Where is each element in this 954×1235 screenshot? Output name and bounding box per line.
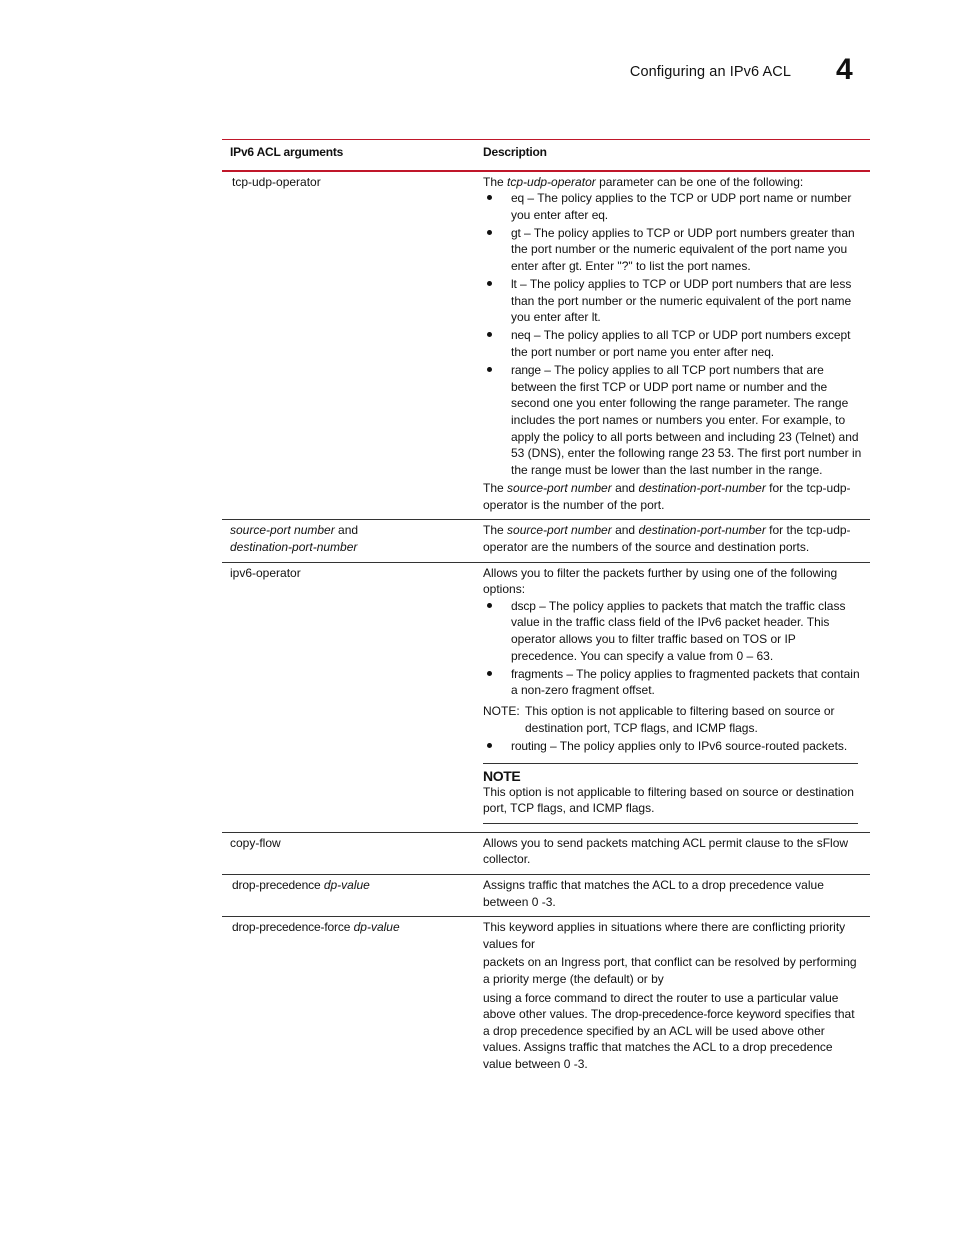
table-row [222, 917, 870, 1079]
dpf-para-2: packets on an Ingress port, that conflict can be resolved by performing a priority merge (the default) or by [483, 955, 857, 987]
note-box [483, 763, 858, 824]
table-row [222, 875, 870, 917]
inline-note-text: This option is not applicable to filtering based on source or destination port, TCP flags, and ICMP flags. [525, 703, 835, 735]
description-drop-precedence: Assigns traffic that matches the ACL to a drop precedence value between 0 -3. [483, 878, 824, 909]
table-row [222, 171, 870, 520]
bullet-icon [483, 738, 511, 755]
page-header-title: Configuring an IPv6 ACL [629, 64, 791, 80]
ipv6op-intro: Allows you to filter the packets further by using one of the following options: [483, 565, 838, 597]
bullet-icon [483, 598, 511, 664]
dpf-para-3: using a force command to direct the router to use a particular value above other values. The drop-precedence-force keyword specifies that a drop precedence specified by an ACL will be used above other values. Assigns traffic that matches the ACL to a drop precedence value between 0 -3. [483, 990, 855, 1071]
table-header-row [222, 140, 870, 171]
tcp-outro: The source-port number and destination-port-number for the tcp-udp-operator is the number of the port. [483, 481, 851, 512]
description-copy-flow: Allows you to send packets matching ACL permit clause to the sFlow collector. [483, 835, 849, 867]
column-header-arguments: IPv6 ACL arguments [230, 145, 344, 159]
bullet-icon [483, 225, 511, 275]
description-ipv6-operator [475, 562, 870, 832]
list-item-routing: routing – The policy applies only to IPv6 source-routed packets. [483, 738, 864, 755]
bullet-icon [483, 666, 511, 699]
table-row [222, 832, 870, 874]
argument-drop-precedence: drop-precedence dp-value [232, 878, 370, 893]
list-item-eq: eq – The policy applies to the TCP or UDP port name or number you enter after eq. [483, 190, 864, 223]
table-row [222, 520, 870, 562]
bullet-icon [483, 327, 511, 360]
argument-ipv6-operator: ipv6-operator [230, 565, 301, 580]
list-item-gt: gt – The policy applies to TCP or UDP port numbers greater than the port number or the numeric equivalent of the port name you enter after gt. Enter "?" to list the port names. [483, 225, 864, 275]
description-tcp-udp-operator [475, 171, 870, 520]
list-item-range: range – The policy applies to all TCP port numbers that are between the first TCP or UDP port name or number and the second one you enter following the range parameter. The range includes the port names or numbers you enter. For example, to apply the policy to all ports between and including 23 (Telnet) and 53 (DNS), enter the following range 23 53. The first port number in the range must be lower than the last number in the range. [483, 362, 864, 478]
inline-note-label: NOTE: [483, 703, 520, 718]
argument-tcp-udp-operator: tcp-udp-operator [232, 174, 321, 189]
table-row [222, 562, 870, 832]
list-item-fragments: fragments – The policy applies to fragmented packets that contain a non-zero fragment offset. [483, 666, 864, 699]
note-heading: NOTE [483, 767, 521, 784]
bullet-icon [483, 276, 511, 326]
list-item-dscp: dscp – The policy applies to packets that match the traffic class value in the traffic class field of the IPv6 packet header. This operator allows you to filter traffic based on TOS or IP precedence. You can specify a value from 0 – 63. [483, 598, 864, 664]
chapter-number: 4 [836, 53, 853, 86]
column-header-description: Description [483, 145, 547, 159]
dpf-para-1: This keyword applies in situations where there are conflicting priority values for [483, 920, 846, 951]
argument-drop-precedence-force: drop-precedence-force dp-value [232, 920, 400, 935]
argument-port-numbers: source-port number and destination-port-number [230, 523, 359, 555]
list-item-neq: neq – The policy applies to all TCP or UDP port numbers except the port number or port name you enter after neq. [483, 327, 864, 360]
inline-note [483, 703, 864, 736]
tcp-intro: The tcp-udp-operator parameter can be one of the following: [483, 174, 804, 189]
description-port-numbers: The source-port number and destination-port-number for the tcp-udp-operator are the numbers of the source and destination ports. [483, 523, 851, 555]
argument-copy-flow: copy-flow [230, 835, 281, 850]
bullet-icon [483, 190, 511, 223]
ipv6-acl-arguments-table [222, 139, 870, 1079]
bullet-icon [483, 362, 511, 478]
description-drop-precedence-force [475, 917, 870, 1079]
note-text: This option is not applicable to filtering based on source or destination port, TCP flags, and ICMP flags. [483, 784, 854, 816]
list-item-lt: lt – The policy applies to TCP or UDP port numbers that are less than the port number or the numeric equivalent of the port name you enter after lt. [483, 276, 864, 326]
